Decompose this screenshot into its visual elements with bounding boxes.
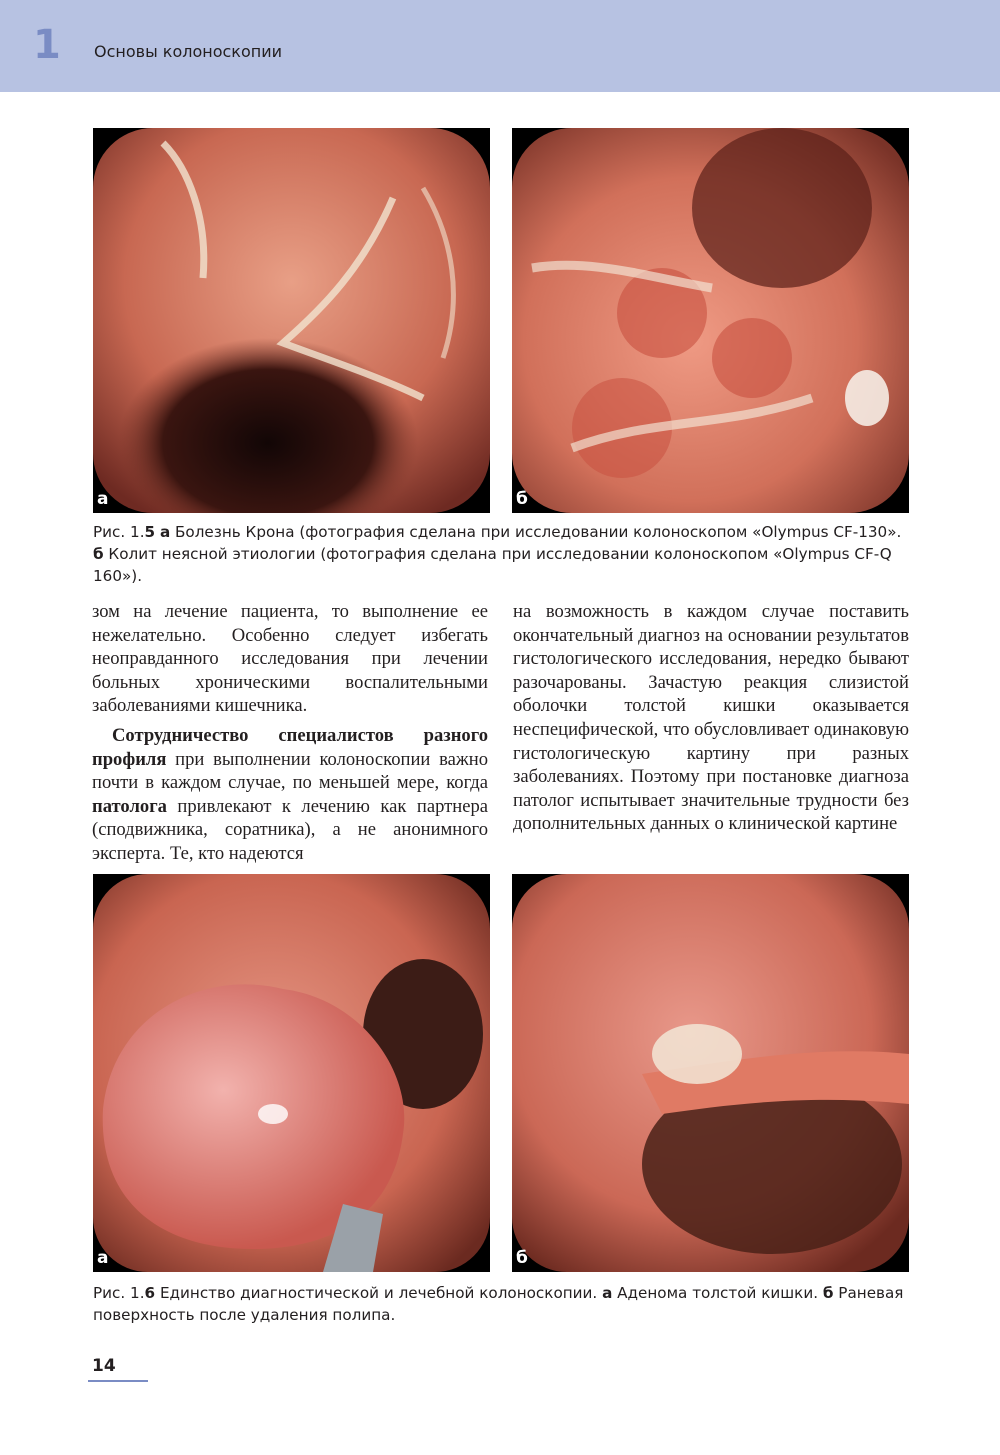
left-p2-mid: при выполнении колоноскопии важно почти в каждом случае, по меньшей мере, когда — [92, 748, 488, 794]
figure-1-5a-photo — [93, 128, 490, 513]
figure-1-5b-photo — [512, 128, 909, 513]
page-number: 14 — [92, 1356, 116, 1376]
caption-a-text: Болезнь Крона (фотография сделана при исследовании колоноскопом «Olympus CF-130». — [170, 523, 902, 541]
left-paragraph-1: зом на лечение пациента, то выполнение ее нежелательно. Особенно следует избегать неоправданного исследования при лечении больных хроническими воспалительными заболеваниями кишечника. — [92, 601, 488, 717]
bold-term-pathologist: патолога — [92, 795, 167, 817]
body-right-column — [513, 600, 909, 836]
caption-b-text: Колит неясной этиологии (фотография сделана при исследовании колоноскопом «Olympus CF-Q 160»). — [93, 545, 892, 585]
figure-1-6b-photo — [512, 874, 909, 1272]
caption-a-letter: а — [602, 1284, 613, 1302]
bold-term-cooperation: Сотрудничество специалистов разного профиля — [92, 724, 488, 770]
figure-1-5b-label: б — [516, 489, 528, 509]
figure-1-6-caption — [93, 1282, 913, 1326]
figure-1-5-caption — [93, 521, 913, 587]
page-header — [0, 0, 1000, 92]
caption-prefix: Рис. 1. — [93, 1284, 145, 1302]
caption-a-letter: а — [159, 523, 171, 541]
caption-number: 5 — [144, 523, 156, 541]
figure-1-6a-photo — [93, 874, 490, 1272]
body-left-column — [92, 600, 488, 866]
caption-b-letter: б — [822, 1284, 834, 1302]
caption-b-letter: б — [93, 545, 104, 563]
left-p2-end: привлекают к лечению как партнера (сподвижника, соратника), а не анонимного эксперта. Те, кто надеются — [92, 795, 488, 864]
chapter-title: Основы колоноскопии — [94, 42, 283, 61]
figure-1-6b-label: б — [516, 1248, 528, 1268]
right-paragraph-1: на возможность в каждом случае поставить окончательный диагноз на основании результатов гистологического исследования, нередко бывают разочарованы. Зачастую реакция слизистой оболочки толстой кишки оказывается неспецифической, что обусловливает одинаковую гистологическую картину при разных заболеваниях. Поэтому при постановке диагноза патолог испытывает значительные трудности без дополнительных данных о клинической картине — [513, 601, 909, 835]
caption-b-text: Раневая поверхность после удаления полипа. — [93, 1284, 904, 1324]
figure-1-5a-label: а — [97, 489, 109, 509]
caption-number: 6 — [144, 1284, 156, 1302]
page-number-rule — [88, 1380, 148, 1382]
left-paragraph-2 — [92, 724, 488, 866]
chapter-number: 1 — [33, 22, 61, 68]
figure-1-6a-label: а — [97, 1248, 109, 1268]
caption-a-text: Аденома толстой кишки. — [612, 1284, 823, 1302]
caption-prefix: Рис. 1. — [93, 523, 145, 541]
caption-text: Единство диагностической и лечебной колоноскопии. — [159, 1284, 603, 1302]
